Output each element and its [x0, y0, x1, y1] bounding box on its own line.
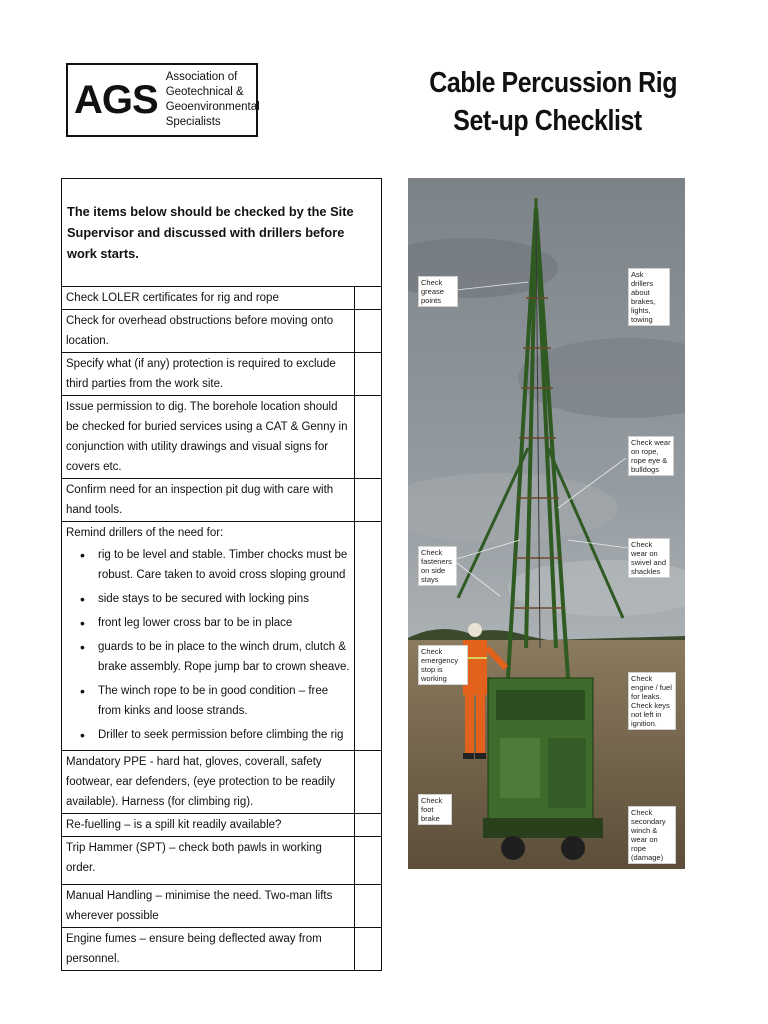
remind-heading: Remind drillers of the need for:: [66, 527, 224, 539]
checklist-row: [62, 928, 382, 971]
checklist-row: [62, 396, 382, 479]
callout-engine: Check engine / fuel for leaks. Check keys not left in ignition.: [628, 672, 676, 730]
checklist-checkbox[interactable]: [355, 287, 382, 310]
logo-name-line-1: Association of Geotechnical &: [165, 71, 244, 98]
callout-grease-points: Check grease points: [418, 276, 458, 307]
checklist-checkbox[interactable]: [355, 751, 382, 814]
checklist-item-text: Re-fuelling – is a spill kit readily available?: [62, 814, 355, 837]
checklist-item-text: Check LOLER certificates for rig and rope: [62, 287, 355, 310]
title-line-1: Cable Percussion Rig: [429, 67, 678, 99]
checklist-checkbox[interactable]: [355, 814, 382, 837]
logo-abbreviation: AGS: [74, 77, 158, 122]
checklist-item-text: Trip Hammer (SPT) – check both pawls in working order.: [62, 837, 355, 885]
rig-photo: [408, 178, 685, 869]
remind-bullet: • side stays to be secured with locking pins: [96, 589, 350, 609]
checklist-item-text: Check for overhead obstructions before moving onto location.: [62, 310, 355, 353]
checklist-table: [61, 178, 382, 971]
callout-wear-rope: Check wear on rope, rope eye & bulldogs: [628, 436, 674, 476]
checklist-item-text: Confirm need for an inspection pit dug with care with hand tools.: [62, 479, 355, 522]
checklist-item-text: Specify what (if any) protection is required to exclude third parties from the work site.: [62, 353, 355, 396]
checklist-checkbox[interactable]: [355, 353, 382, 396]
checklist-checkbox[interactable]: [355, 928, 382, 971]
checklist-checkbox[interactable]: [355, 522, 382, 751]
ags-logo: [66, 63, 258, 137]
checklist-item-text: Manual Handling – minimise the need. Two-man lifts wherever possible: [62, 885, 355, 928]
logo-name-line-2: Geoenvironmental Specialists: [165, 101, 260, 128]
checklist-checkbox[interactable]: [355, 885, 382, 928]
checklist-row-remind: [62, 522, 382, 751]
checklist-item-text: Issue permission to dig. The borehole location should be checked for buried services using a CAT & Genny in conjunction with utility drawings and visual signs for covers etc.: [62, 396, 355, 479]
checklist-row: [62, 885, 382, 928]
checklist-row: [62, 479, 382, 522]
callout-foot-brake: Check foot brake: [418, 794, 452, 825]
checklist-intro-row: [62, 179, 382, 287]
remind-bullet: • rig to be level and stable. Timber chocks must be robust. Care taken to avoid cross sloping ground: [96, 545, 350, 585]
callout-wear-swivel: Check wear on swivel and shackles: [628, 538, 670, 578]
remind-bullet: • front leg lower cross bar to be in place: [96, 613, 350, 633]
checklist-checkbox[interactable]: [355, 310, 382, 353]
callout-fasteners: Check fasteners on side stays: [418, 546, 457, 586]
remind-section: [62, 522, 355, 751]
checklist-intro: The items below should be checked by the Site Supervisor and discussed with drillers before work starts.: [62, 179, 382, 287]
remind-bullet: • guards to be in place to the winch drum, clutch & brake assembly. Rope jump bar to crown sheave.: [96, 637, 350, 677]
checklist-checkbox[interactable]: [355, 479, 382, 522]
checklist-checkbox[interactable]: [355, 837, 382, 885]
logo-full-name: [166, 70, 260, 130]
checklist-checkbox[interactable]: [355, 396, 382, 479]
checklist-item-text: Engine fumes – ensure being deflected away from personnel.: [62, 928, 355, 971]
checklist-row: [62, 751, 382, 814]
page-title: [429, 64, 678, 140]
callout-emergency-stop: Check emergency stop is working: [418, 645, 468, 685]
checklist-row: [62, 310, 382, 353]
remind-bullet: • Driller to seek permission before climbing the rig: [96, 725, 350, 745]
checklist-item-text: Mandatory PPE - hard hat, gloves, coverall, safety footwear, ear defenders, (eye protection to be readily available). Harness (for climbing rig).: [62, 751, 355, 814]
remind-bullet: • The winch rope to be in good condition – free from kinks and loose strands.: [96, 681, 350, 721]
title-line-2: Set-up Checklist: [453, 105, 642, 137]
remind-bullet-list: [66, 545, 350, 745]
checklist-row: [62, 837, 382, 885]
checklist-row: [62, 353, 382, 396]
callout-secondary-winch: Check secondary winch & wear on rope (damage): [628, 806, 676, 864]
checklist-row: [62, 287, 382, 310]
rig-base: [483, 678, 603, 860]
callout-ask-drillers: Ask drillers about brakes, lights, towing: [628, 268, 670, 326]
checklist-row: [62, 814, 382, 837]
